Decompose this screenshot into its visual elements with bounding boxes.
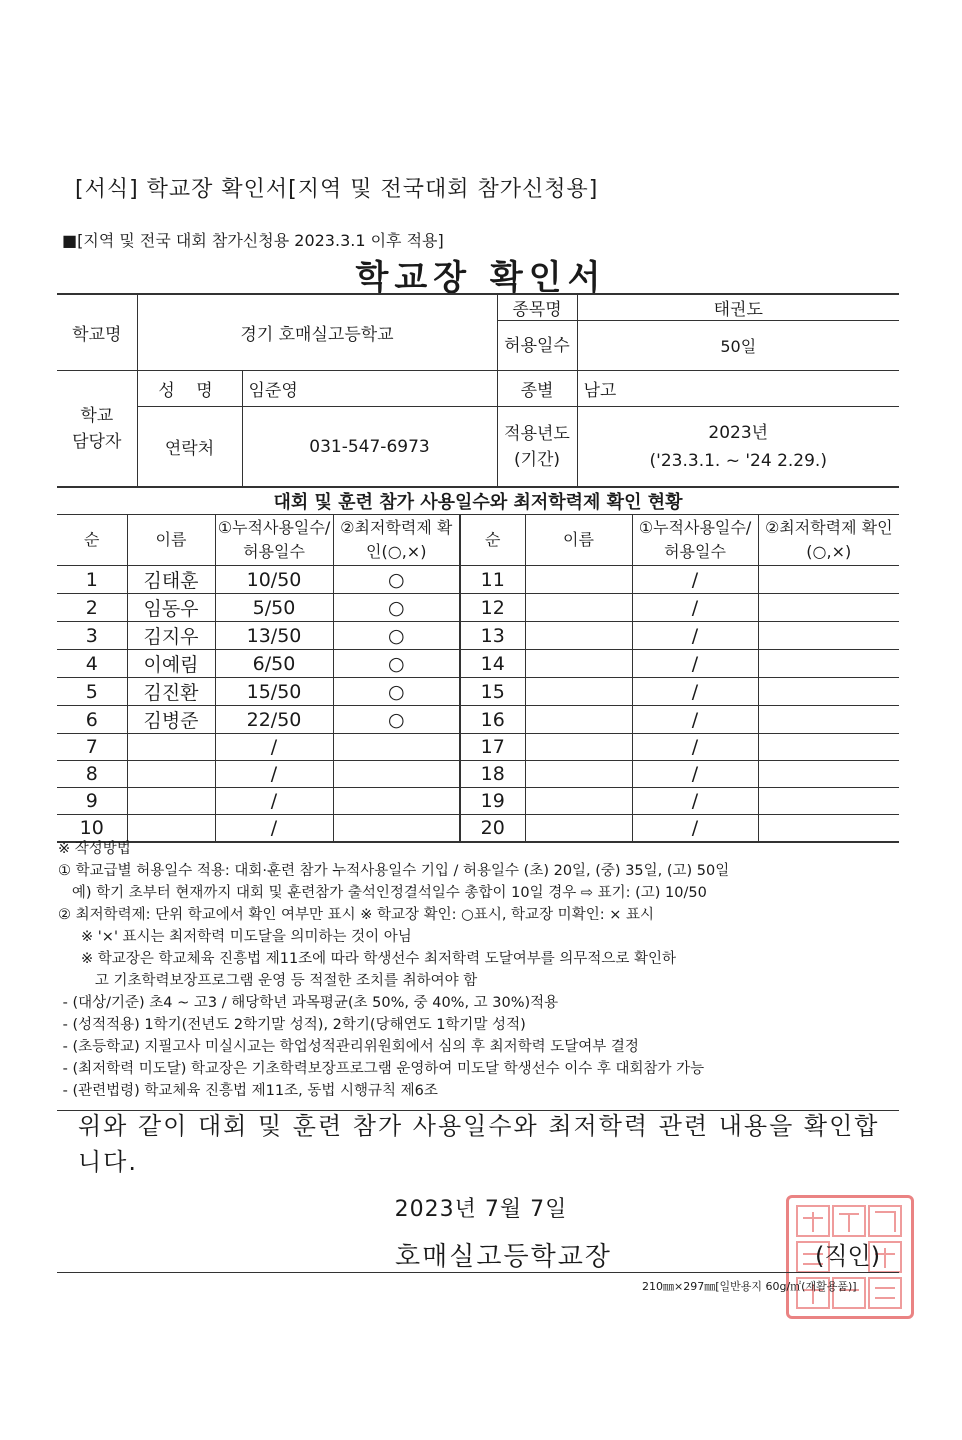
cell-check: [333, 788, 460, 815]
document-title: 학교장 확인서: [355, 258, 607, 298]
contact-value: 031-547-6973: [242, 407, 497, 487]
cell-used: /: [632, 734, 758, 761]
cell-used: /: [215, 788, 333, 815]
contact-label: 연락처: [137, 407, 242, 487]
confirm-text: 위와 같이 대회 및 훈련 참가 사용일수와 최저학력 관련 내용을 확인합니다.: [78, 1112, 880, 1176]
cell-used: /: [632, 815, 758, 843]
table-row: [57, 678, 899, 706]
note-line: - (성적적용) 1학기(전년도 2학기말 성적), 2학기(당해연도 1학기말 성적): [58, 1017, 526, 1033]
cell-no: 9: [57, 788, 127, 815]
cell-name: 임동우: [127, 594, 215, 622]
form-label: [서식] 학교장 확인서[지역 및 전국대회 참가신청용]: [75, 177, 599, 202]
cell-name: [127, 734, 215, 761]
cell-used: /: [632, 594, 758, 622]
note-line: ※ '×' 표시는 최저학력 미도달을 의미하는 것이 아님: [58, 929, 412, 945]
cell-used: /: [632, 622, 758, 650]
table-row: [57, 566, 899, 594]
note-line: - (초등학교) 지필고사 미실시교는 학업성적관리위원회에서 심의 후 최저학력 도달여부 결정: [58, 1039, 639, 1055]
cell-no: 3: [57, 622, 127, 650]
cell-used: /: [632, 761, 758, 788]
note-line: ※ 학교장은 학교체육 진흥법 제11조에 따라 학생선수 최저학력 도달여부를 의무적으로 확인하: [58, 951, 676, 967]
cell-used: /: [215, 734, 333, 761]
col-no-left: 순: [57, 515, 127, 566]
cell-no: 7: [57, 734, 127, 761]
type-value: 남고: [577, 371, 899, 407]
period-value: [577, 407, 899, 487]
cell-check: [758, 678, 899, 706]
cell-check: [333, 734, 460, 761]
cell-no: 5: [57, 678, 127, 706]
col-no-right: 순: [460, 515, 525, 566]
cell-check: [758, 788, 899, 815]
cell-used: /: [215, 815, 333, 843]
cell-name: 이예림: [127, 650, 215, 678]
name-value: 임준영: [242, 371, 497, 407]
cell-no: 13: [460, 622, 525, 650]
cell-used: 22/50: [215, 706, 333, 734]
cell-no: 15: [460, 678, 525, 706]
cell-used: 13/50: [215, 622, 333, 650]
table-row: [57, 622, 899, 650]
cell-no: 18: [460, 761, 525, 788]
cell-name: [525, 594, 632, 622]
cell-name: [525, 678, 632, 706]
cell-used: /: [632, 706, 758, 734]
note-line: - (관련법령) 학교체육 진흥법 제11조, 동법 시행규칙 제6조: [58, 1083, 438, 1099]
note-line: - (대상/기준) 초4 ~ 고3 / 해당학년 과목평균(초 50%, 중 40%, 고 30%)적용: [58, 995, 559, 1011]
school-label: 학교명: [57, 294, 137, 371]
cell-no: 20: [460, 815, 525, 843]
cell-check: [758, 622, 899, 650]
status-caption: 대회 및 훈련 참가 사용일수와 최저학력제 확인 현황: [57, 487, 899, 515]
cell-check: ○: [333, 594, 460, 622]
cell-check: [758, 566, 899, 594]
table-row: [57, 788, 899, 815]
col-check-left: ②최저학력제 확인(○,×): [333, 515, 460, 566]
table-row: [57, 594, 899, 622]
cell-check: ○: [333, 678, 460, 706]
cell-no: 17: [460, 734, 525, 761]
cell-used: /: [632, 566, 758, 594]
cell-check: [758, 734, 899, 761]
cell-no: 1: [57, 566, 127, 594]
info-table: [57, 293, 899, 487]
cell-name: [525, 706, 632, 734]
note-line: 예) 학기 초부터 현재까지 대회 및 훈련참가 출석인정결석일수 총합이 10일 경우 ⇨ 표기: (고) 10/50: [58, 885, 707, 901]
seal-label: (직인): [815, 1242, 881, 1270]
note-line: ① 학교급별 허용일수 적용: 대회·훈련 참가 누적사용일수 기입 / 허용일수 (초) 20일, (중) 35일, (고) 50일: [58, 863, 730, 879]
cell-check: [758, 594, 899, 622]
cell-name: 김지우: [127, 622, 215, 650]
cell-check: ○: [333, 650, 460, 678]
paper-spec: 210㎜×297㎜[일반용지 60g/㎡(재활용품)]: [642, 1280, 857, 1293]
cell-name: [525, 788, 632, 815]
writing-notes: [58, 838, 908, 1102]
manager-label: 학교 담당자: [57, 371, 137, 487]
table-row: [57, 650, 899, 678]
period-range: ('23.3.1. ~ '24 2.29.): [649, 450, 827, 471]
cell-check: ○: [333, 622, 460, 650]
cell-check: ○: [333, 706, 460, 734]
cell-name: 김진환: [127, 678, 215, 706]
col-check-right: ②최저학력제 확인(○,×): [758, 515, 899, 566]
issue-date: 2023년 7월 7일: [394, 1197, 568, 1222]
col-used-right: ①누적사용일수/허용일수: [632, 515, 758, 566]
signer: 호매실고등학교장: [395, 1242, 612, 1272]
table-row: [57, 706, 899, 734]
allowed-value: 50일: [577, 321, 899, 371]
cell-check: [758, 706, 899, 734]
cell-no: 10: [57, 815, 127, 843]
cell-no: 16: [460, 706, 525, 734]
name-label: 성 명: [137, 371, 242, 407]
sub-label: ■[지역 및 전국 대회 참가신청용 2023.3.1 이후 적용]: [62, 231, 444, 250]
note-line: ② 최저학력제: 단위 학교에서 확인 여부만 표시 ※ 학교장 확인: ○표시, 학교장 미확인: × 표시: [58, 907, 654, 923]
type-label: 종별: [497, 371, 577, 407]
cell-name: [525, 734, 632, 761]
school-value: 경기 호매실고등학교: [137, 294, 497, 371]
cell-used: /: [632, 650, 758, 678]
cell-name: 김태훈: [127, 566, 215, 594]
cell-check: [758, 650, 899, 678]
cell-no: 8: [57, 761, 127, 788]
note-line: 고 기초학력보장프로그램 운영 등 적절한 조치를 취하여야 함: [58, 973, 478, 989]
col-used-left: ①누적사용일수/허용일수: [215, 515, 333, 566]
status-table: [57, 486, 899, 843]
allowed-label: 허용일수: [497, 321, 577, 371]
period-label: 적용년도 (기간): [497, 407, 577, 487]
col-name-left: 이름: [127, 515, 215, 566]
cell-name: [127, 761, 215, 788]
cell-check: [333, 761, 460, 788]
event-label: 종목명: [497, 294, 577, 321]
cell-no: 19: [460, 788, 525, 815]
cell-used: 15/50: [215, 678, 333, 706]
cell-name: [525, 650, 632, 678]
col-name-right: 이름: [525, 515, 632, 566]
table-row: [57, 761, 899, 788]
cell-name: 김병준: [127, 706, 215, 734]
cell-used: 6/50: [215, 650, 333, 678]
cell-name: [525, 566, 632, 594]
cell-no: 11: [460, 566, 525, 594]
cell-used: 10/50: [215, 566, 333, 594]
cell-name: [525, 622, 632, 650]
cell-used: /: [632, 788, 758, 815]
note-line: ※ 작성방법: [58, 841, 131, 857]
cell-check: ○: [333, 566, 460, 594]
cell-used: /: [632, 678, 758, 706]
divider: [57, 1272, 899, 1273]
event-value: 태권도: [577, 294, 899, 321]
note-line: - (최저학력 미도달) 학교장은 기초학력보장프로그램 운영하여 미도달 학생선수 이수 후 대회참가 가능: [58, 1061, 705, 1077]
cell-no: 4: [57, 650, 127, 678]
cell-used: /: [215, 761, 333, 788]
cell-name: [127, 788, 215, 815]
cell-no: 12: [460, 594, 525, 622]
cell-used: 5/50: [215, 594, 333, 622]
cell-no: 14: [460, 650, 525, 678]
cell-name: [525, 761, 632, 788]
cell-no: 2: [57, 594, 127, 622]
cell-no: 6: [57, 706, 127, 734]
cell-check: [758, 761, 899, 788]
period-year: 2023년: [708, 422, 769, 443]
table-row: [57, 734, 899, 761]
